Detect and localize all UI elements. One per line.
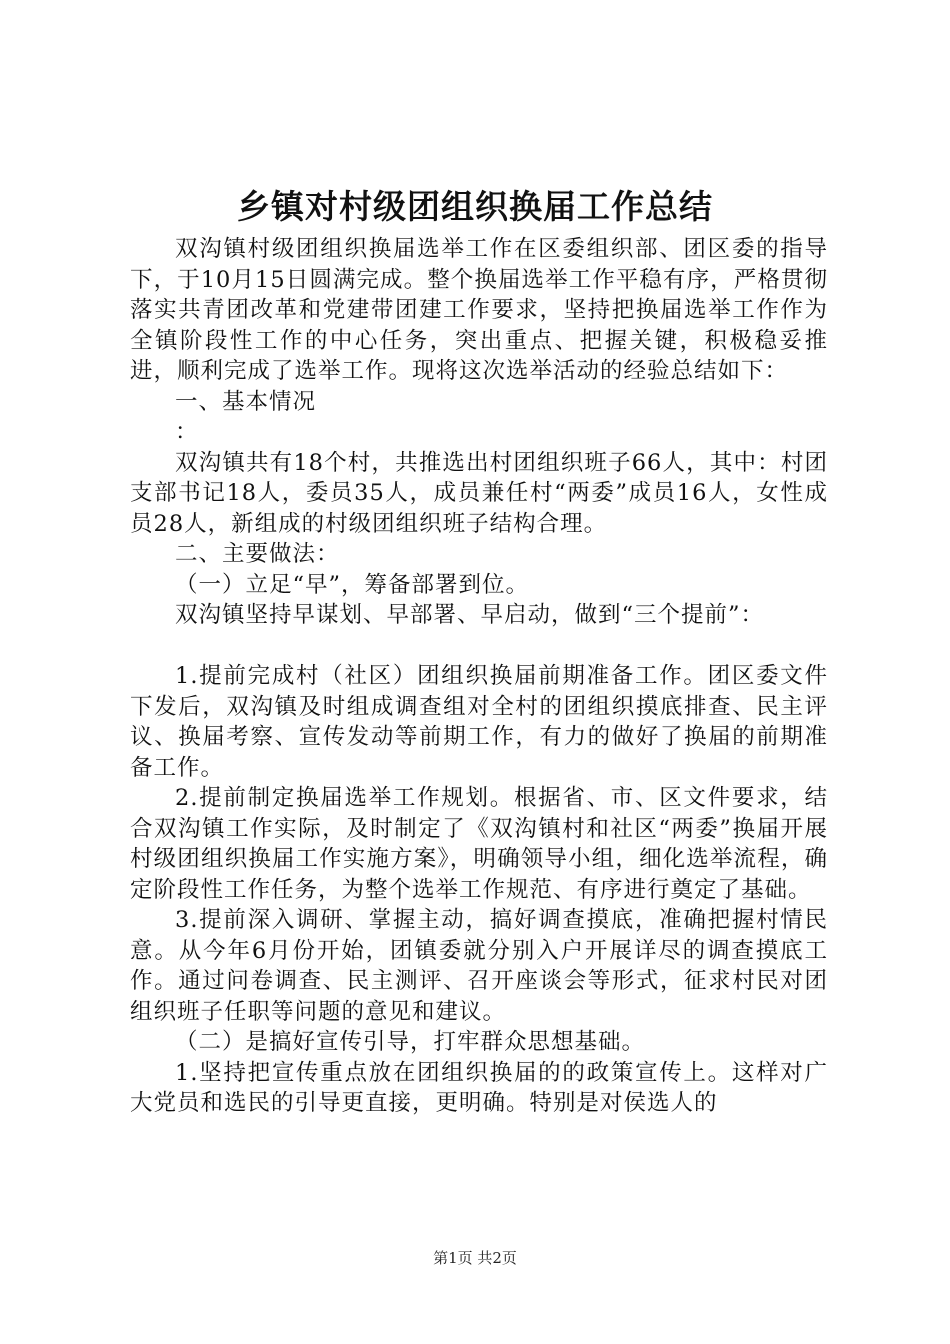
subheading-publicity: （二）是搞好宣传引导，打牢群众思想基础。 bbox=[175, 1029, 646, 1055]
paragraph-publicity-item-1: 1.坚持把宣传重点放在团组织换届的的政策宣传上。这样对广大党员和选民的引导更直接，更明确。特别是对侯选人的 bbox=[130, 1059, 828, 1116]
paragraph-item-3: 3.提前深入调研、掌握主动，搞好调查摸底，准确把握村情民意。从今年6月份开始，团镇委就分别入户开展详尽的调查摸底工作。通过问卷调查、民主测评、召开座谈会等形式，征求村民对团组织班子任职等问题的意见和建议。 bbox=[130, 907, 828, 1025]
subheading-early: （一）立足“早”，筹备部署到位。 bbox=[175, 571, 530, 598]
document-title: 乡镇对村级团组织换届工作总结 bbox=[237, 187, 713, 226]
paragraph-intro: 双沟镇村级团组织换届选举工作在区委组织部、团区委的指导下，于10月15日圆满完成。整个换届选举工作平稳有序，严格贯彻落实共青团改革和党建带团建工作要求，坚持把换届选举工作作为全镇阶段性工作的中心任务，突出重点、把握关键，积极稳妥推进，顺利完成了选举工作。现将这次选举活动的经验总结如下： bbox=[130, 236, 828, 384]
heading-basic-situation: 一、基本情况 bbox=[175, 388, 317, 415]
paragraph-colon: ： bbox=[175, 419, 199, 445]
document-body bbox=[130, 234, 828, 1119]
page-footer: 第1页 共2页 bbox=[433, 1249, 517, 1267]
paragraph-basic-stats: 双沟镇共有18个村，共推选出村团组织班子66人，其中：村团支部书记18人，委员35人，成员兼任村“两委”成员16人，女性成员28人，新组成的村级团组织班子结构合理。 bbox=[130, 449, 828, 537]
blank-line bbox=[130, 631, 828, 662]
heading-main-practices: 二、主要做法： bbox=[175, 541, 340, 567]
paragraph-item-1: 1.提前完成村（社区）团组织换届前期准备工作。团区委文件下发后，双沟镇及时组成调查组对全村的团组织摸底排查、民主评议、换届考察、宣传发动等前期工作，有力的做好了换届的前期准备工作。 bbox=[130, 663, 828, 781]
paragraph-three-advances: 双沟镇坚持早谋划、早部署、早启动，做到“三个提前”： bbox=[175, 602, 765, 628]
paragraph-item-2: 2.提前制定换届选举工作规划。根据省、市、区文件要求，结合双沟镇工作实际，及时制定了《双沟镇村和社区“两委”换届开展村级团组织换届工作实施方案》，明确领导小组，细化选举流程，确定阶段性工作任务，为整个选举工作规范、有序进行奠定了基础。 bbox=[130, 785, 828, 903]
